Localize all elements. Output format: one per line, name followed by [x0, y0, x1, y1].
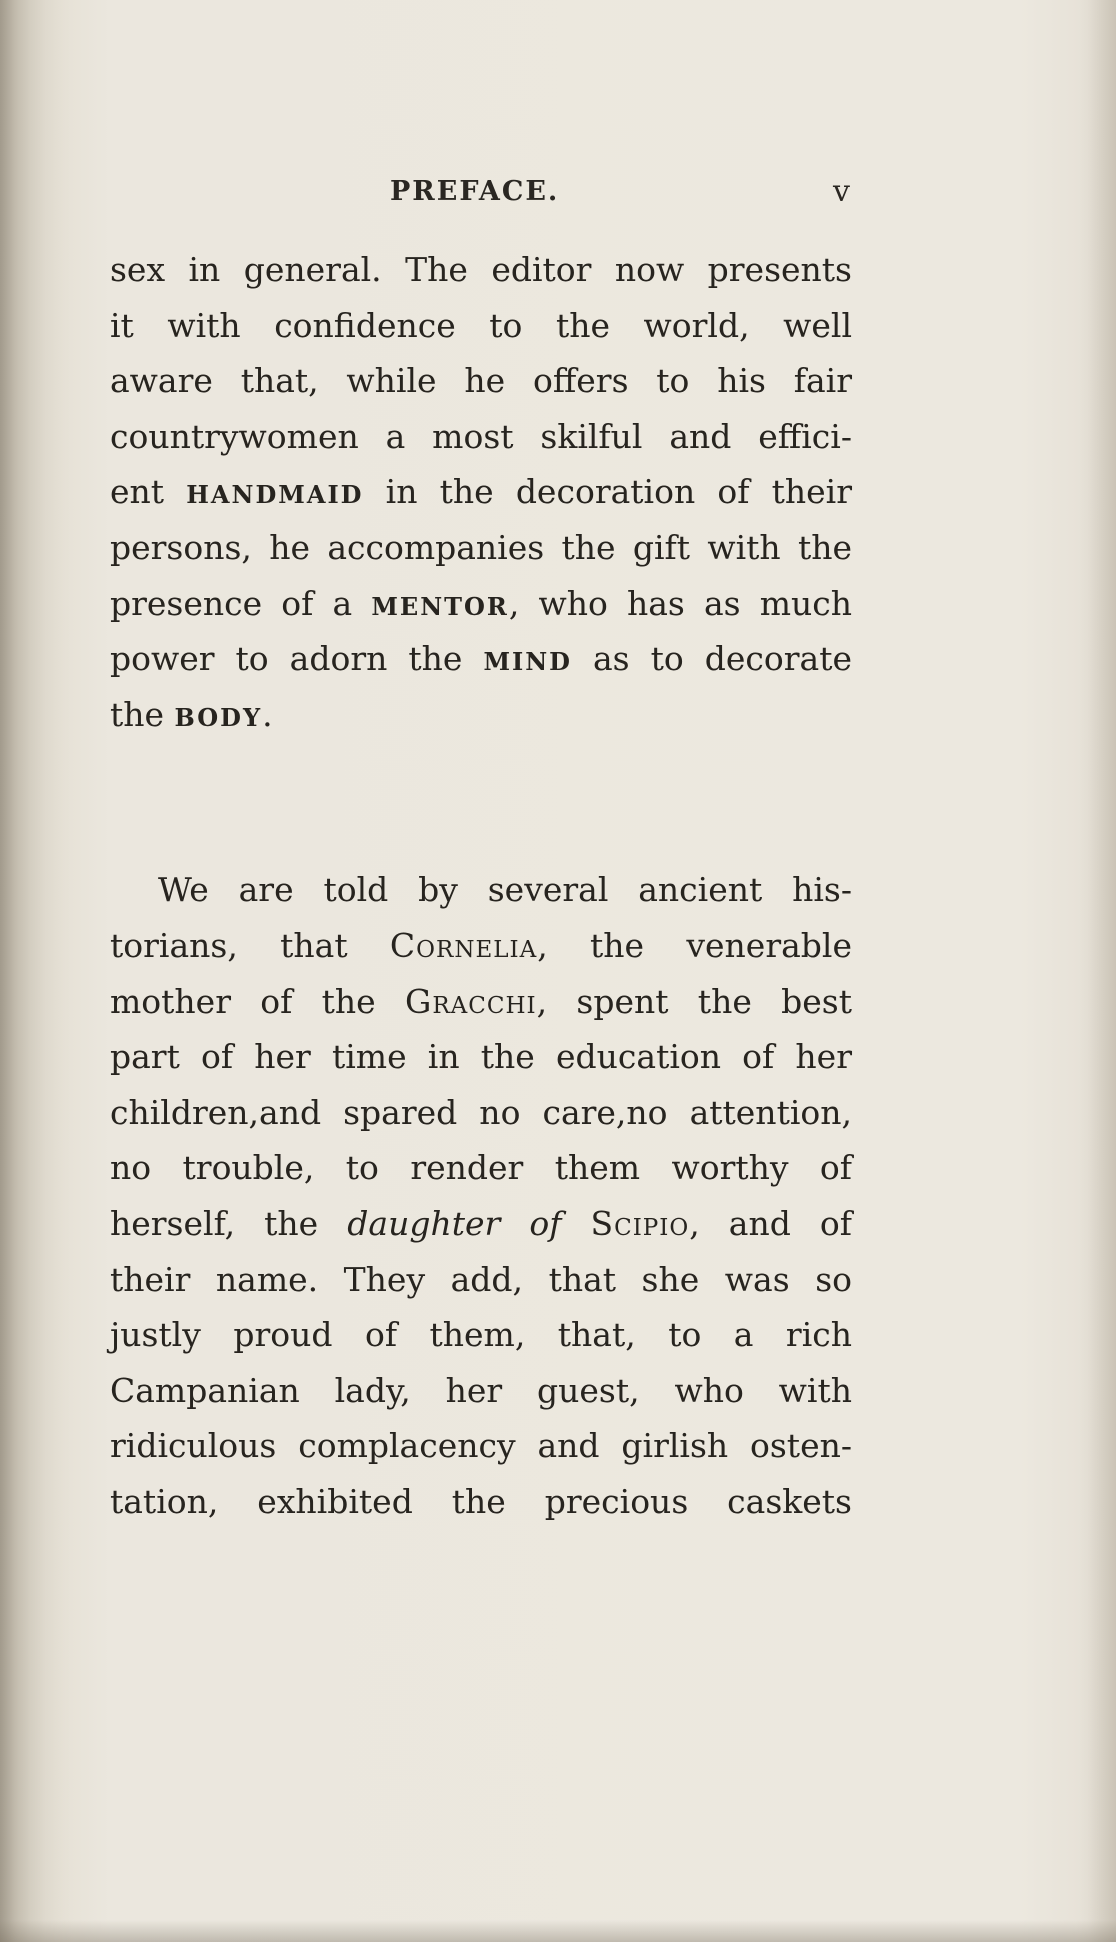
running-head: PREFACE. — [390, 176, 560, 207]
text-line: part of her time in the education of her — [110, 1037, 852, 1077]
small-caps-name: Gracchi — [404, 981, 537, 1021]
body-text — [110, 242, 852, 1529]
text-line: Campanian lady, her guest, who with — [110, 1370, 852, 1410]
text-line: it with confidence to the world, well — [110, 305, 852, 345]
page-bottom-shadow — [0, 1920, 1116, 1942]
text-line: justly proud of them, that, to a rich — [110, 1315, 852, 1355]
text-line: torians, that Cornelia, the venerable — [110, 925, 852, 965]
small-caps-name: Cornelia — [389, 925, 538, 965]
small-caps-word: BODY — [174, 702, 263, 732]
paragraph-gap — [110, 742, 852, 862]
text-line: aware that, while he offers to his fair — [110, 361, 852, 401]
italic-phrase: daughter of — [347, 1203, 562, 1243]
text-line: ridiculous complacency and girlish osten- — [110, 1426, 852, 1466]
text-line: ent HANDMAID in the decoration of their — [110, 472, 852, 512]
text-line: their name. They add, that she was so — [110, 1259, 852, 1299]
text-line: children,and spared no care,no attention, — [110, 1092, 852, 1132]
page-header — [110, 170, 850, 210]
page-number: v — [833, 174, 850, 209]
text-line: herself, the daughter of Scipio, and of — [110, 1203, 852, 1243]
paragraph-2 — [110, 862, 852, 1529]
text-line: persons, he accompanies the gift with the — [110, 527, 852, 567]
text-line: countrywomen a most skilful and effici- — [110, 416, 852, 456]
page-gutter-shadow — [0, 0, 72, 1942]
text-line: We are told by several ancient his- — [158, 870, 852, 910]
text-line: power to adorn the MIND as to decorate — [110, 639, 853, 679]
page-edge-shadow — [1076, 0, 1116, 1942]
text-line: presence of a MENTOR, who has as much — [110, 583, 852, 623]
text-line: no trouble, to render them worthy of — [110, 1148, 852, 1188]
paragraph-1 — [110, 242, 852, 742]
small-caps-word: HANDMAID — [186, 480, 364, 510]
text-line: tation, exhibited the precious caskets — [110, 1481, 852, 1521]
text-line: sex in general. The editor now presents — [110, 250, 852, 289]
small-caps-name: Scipio — [590, 1203, 690, 1243]
text-line: the BODY. — [110, 694, 273, 734]
text-line: mother of the Gracchi, spent the best — [110, 981, 852, 1021]
small-caps-word: MENTOR — [371, 591, 509, 621]
small-caps-word: MIND — [483, 647, 572, 677]
